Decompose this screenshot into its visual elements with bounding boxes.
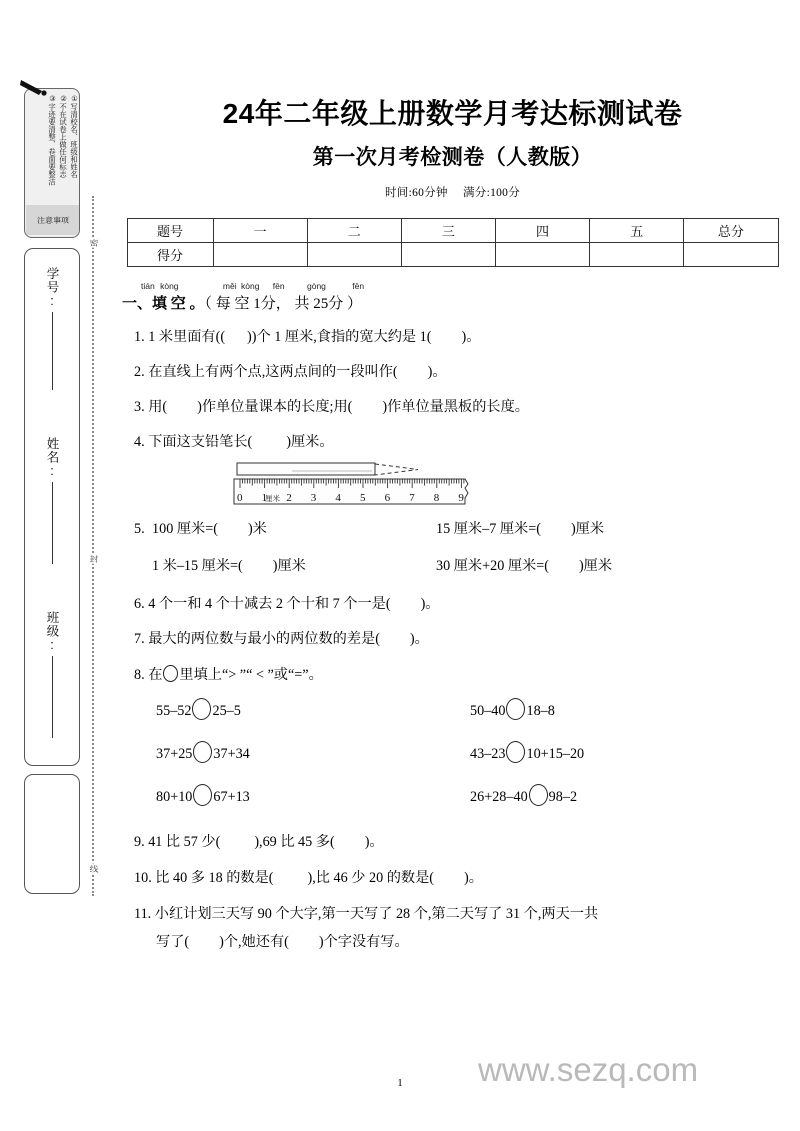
question-10-num: 10. <box>134 870 152 886</box>
score-cell-4[interactable] <box>495 243 589 267</box>
comparison-3-right: 67+13 <box>213 789 250 805</box>
question-11-line-1: 小红计划三天写 90 个大字,第一天写了 28 个,第二天写了 31 个,两天一共 <box>154 906 599 922</box>
field-name-label: 姓名: <box>45 437 59 479</box>
question-4 <box>134 431 785 453</box>
pinyin-1: kòng <box>160 281 179 291</box>
question-5-num: 5. <box>134 521 145 537</box>
question-6-num: 6. <box>134 596 145 612</box>
sidebar-tail-box <box>24 774 80 894</box>
field-student-id <box>43 267 61 390</box>
question-3-text-a: 用( <box>148 399 168 415</box>
section-index: 一、 <box>122 296 153 312</box>
question-5-r2-left-post: )厘米 <box>272 558 306 574</box>
score-table-header-1: 一 <box>213 219 307 243</box>
seal-dotted-line <box>92 196 94 896</box>
ruler-tick-0: 0 <box>237 492 243 504</box>
question-5-r2-left <box>152 555 306 577</box>
ruler-tick-6: 6 <box>384 492 391 504</box>
comparison-1-circle[interactable] <box>192 698 211 720</box>
ruler-tick-7: 7 <box>409 492 415 504</box>
question-9-num: 9. <box>134 834 145 850</box>
seal-char-mi: 密 <box>86 237 102 247</box>
field-student-id-rule[interactable] <box>52 312 53 390</box>
pencil-icon <box>237 463 418 475</box>
question-9-text-c: )。 <box>364 834 384 850</box>
exam-sidebar <box>18 80 90 880</box>
score-table-header-4: 四 <box>495 219 589 243</box>
question-5-r1-left-pre: 100 厘米=( <box>152 521 218 537</box>
field-class-label: 班级: <box>45 611 59 653</box>
ruler-tick-5: 5 <box>360 492 366 504</box>
question-5-r2-right <box>436 555 612 577</box>
comparison-4-left: 50–40 <box>470 703 506 719</box>
question-6 <box>134 593 785 615</box>
question-1-text-a: 1 米里面有( <box>148 329 221 345</box>
question-5-row-2 <box>134 555 785 577</box>
question-4-text-a: 下面这支铅笔长( <box>148 434 253 450</box>
comparison-5-right: 10+15–20 <box>526 746 585 762</box>
pen-stroke-icon <box>20 78 54 102</box>
question-1 <box>134 326 785 348</box>
pinyin-4: fēn <box>272 281 285 291</box>
question-5 <box>134 518 785 577</box>
ruler-tick-3: 3 <box>310 492 317 504</box>
seal-char-xian: 线 <box>86 863 102 873</box>
exam-meta <box>120 184 785 200</box>
question-11-text-c: )个字没有写。 <box>318 934 409 950</box>
score-table-header-6: 总分 <box>684 219 778 243</box>
exam-fullscore: 满分:100分 <box>462 187 521 199</box>
question-9 <box>134 831 785 853</box>
question-1-text-b: )个 1 厘米,食指的宽大约是 1( <box>251 329 432 345</box>
comparison-2-right: 37+34 <box>213 746 250 762</box>
field-name-rule[interactable] <box>52 482 53 564</box>
question-10-text-c: )。 <box>464 870 483 886</box>
section-pinyin <box>141 281 364 291</box>
question-3-num: 3. <box>134 399 145 415</box>
watermark: www.sezq.com <box>478 1051 699 1088</box>
question-7-text-b: )。 <box>409 631 429 647</box>
field-class-rule[interactable] <box>52 656 53 738</box>
score-cell-3[interactable] <box>401 243 495 267</box>
comparison-6-left: 26+28–40 <box>470 789 528 805</box>
notice-items <box>26 94 80 206</box>
pinyin-6: fēn <box>352 281 365 291</box>
question-5-r2-right-post: )厘米 <box>578 558 613 574</box>
question-6-text-a: 4 个一和 4 个十减去 2 个十和 7 个一是( <box>148 596 391 612</box>
question-2 <box>134 361 785 383</box>
question-5-r1-right <box>436 518 604 540</box>
table-row-scores <box>127 243 778 267</box>
page-title: 24年二年级上册数学月考达标测试卷 <box>222 98 683 129</box>
score-table <box>127 218 779 267</box>
page-subtitle: 第一次月考检测卷（人教版） <box>312 146 593 169</box>
pinyin-0: tián <box>141 281 155 291</box>
comparison-6-right: 98–2 <box>548 789 578 805</box>
comparison-1-right: 25–5 <box>212 703 241 719</box>
ruler-unit-label: 厘米 <box>265 494 280 503</box>
score-table-header-0: 题号 <box>127 219 213 243</box>
comparison-3-circle[interactable] <box>193 784 212 806</box>
ruler-svg <box>232 460 477 508</box>
comparison-row-1 <box>120 698 785 735</box>
question-10-text-a: 比 40 多 18 的数是( <box>155 870 274 886</box>
comparison-5-circle[interactable] <box>506 741 525 763</box>
field-student-id-label: 学号: <box>45 267 59 309</box>
ruler-figure <box>232 460 477 508</box>
question-8-prompt-post: 里填上“> ”“ < ”或“=”。 <box>179 667 323 683</box>
score-cell-2[interactable] <box>307 243 401 267</box>
question-1-num: 1. <box>134 329 145 345</box>
question-8-prompt-pre: 在 <box>148 667 163 683</box>
question-11-num: 11. <box>134 906 152 922</box>
field-class <box>43 611 61 738</box>
question-5-row-1 <box>134 518 785 540</box>
question-10-text-b: ),比 46 少 20 的数是( <box>307 870 435 886</box>
question-2-text-b: )。 <box>427 364 447 380</box>
comparison-4-circle[interactable] <box>506 698 525 720</box>
ruler-tick-4: 4 <box>335 492 341 504</box>
notice-item-2: ②不在试卷上做任何标志 <box>59 94 68 179</box>
question-4-num: 4. <box>134 434 145 450</box>
question-5-r1-left-post: )米 <box>247 521 267 537</box>
question-4-text-b: )厘米。 <box>286 434 334 450</box>
question-10 <box>134 867 785 889</box>
ruler-tick-9: 9 <box>458 492 464 504</box>
question-5-r2-right-pre: 30 厘米+20 厘米=( <box>436 558 549 574</box>
question-3 <box>134 396 785 418</box>
question-11-line-2-row <box>156 931 785 953</box>
question-8-prompt-circle[interactable] <box>163 665 178 682</box>
pinyin-5: gòng <box>307 281 326 291</box>
comparison-2-left: 37+25 <box>156 746 193 762</box>
comparison-5-left: 43–23 <box>470 746 506 762</box>
student-info-box <box>24 248 80 766</box>
notice-box <box>24 88 80 238</box>
question-11 <box>134 903 785 925</box>
comparison-4-right: 18–8 <box>526 703 555 719</box>
comparison-6-left-group <box>470 784 577 806</box>
question-3-text-c: )作单位量黑板的长度。 <box>382 399 529 415</box>
notice-title: 注意事项 <box>37 216 69 224</box>
comparison-2-circle[interactable] <box>193 741 212 763</box>
notice-title-band <box>26 205 80 235</box>
comparison-row-3 <box>120 784 785 821</box>
pinyin-2: měi <box>222 281 237 291</box>
notice-item-3: ③字迹要清整、卷面要整洁 <box>48 94 57 186</box>
ruler-tick-2: 2 <box>286 492 292 504</box>
section-name: 填 空 。 <box>152 296 205 312</box>
comparison-2-left-group <box>156 741 250 763</box>
score-table-header-2: 二 <box>307 219 401 243</box>
question-5-r2-left-pre: 1 米–15 厘米=( <box>152 558 243 574</box>
score-cell-6[interactable] <box>684 243 778 267</box>
section-title-line <box>122 292 362 313</box>
question-8-num: 8. <box>134 667 145 683</box>
question-11-text-a: 写了( <box>156 934 190 950</box>
question-7-num: 7. <box>134 631 145 647</box>
exam-time: 时间:60分钟 <box>384 187 448 199</box>
comparison-1-left: 55–52 <box>156 703 192 719</box>
question-1-text-c: )。 <box>461 329 481 345</box>
comparison-5-left-group <box>470 741 584 763</box>
score-cell-5[interactable] <box>590 243 684 267</box>
score-cell-1[interactable] <box>213 243 307 267</box>
question-5-r1-left <box>152 518 267 540</box>
comparison-3-left-group <box>156 784 250 806</box>
field-name <box>43 437 61 564</box>
question-7 <box>134 628 785 650</box>
question-11-text-b: )个,她还有( <box>219 934 289 950</box>
comparison-4-left-group <box>470 698 555 720</box>
question-2-text-a: 在直线上有两个点,这两点间的一段叫作( <box>148 364 398 380</box>
ruler-tick-1: 1 <box>261 492 268 504</box>
comparison-1-left-group <box>156 698 241 720</box>
page-number: 1 <box>397 1077 403 1089</box>
question-5-r1-right-post: )厘米 <box>570 521 605 537</box>
question-8 <box>134 664 785 686</box>
section-points: （ 每 空 1分， 共 25分 ） <box>204 296 363 312</box>
comparison-6-circle[interactable] <box>529 784 548 806</box>
comparison-3-left: 80+10 <box>156 789 193 805</box>
ruler-tick-8: 8 <box>433 492 440 504</box>
notice-item-1: ①写清校名、班级和姓名 <box>70 94 79 179</box>
comparison-row-2 <box>120 741 785 778</box>
question-2-num: 2. <box>134 364 145 380</box>
question-5-r1-right-pre: 15 厘米–7 厘米=( <box>436 521 541 537</box>
pinyin-3: kòng <box>240 281 260 291</box>
exam-sheet <box>120 0 785 1131</box>
score-table-header-3: 三 <box>401 219 495 243</box>
question-6-text-b: )。 <box>420 596 440 612</box>
section-heading-fill-blanks <box>122 283 785 313</box>
question-9-text-a: 41 比 57 少( <box>148 834 221 850</box>
question-9-text-b: ),69 比 45 多( <box>254 834 335 850</box>
seal-char-feng: 封 <box>86 553 102 563</box>
question-3-text-b: )作单位量课本的长度;用( <box>197 399 353 415</box>
table-row-headers <box>127 219 778 243</box>
score-table-header-5: 五 <box>590 219 684 243</box>
question-7-text-a: 最大的两位数与最小的两位数的差是( <box>148 631 380 647</box>
score-table-row-label: 得分 <box>127 243 213 267</box>
